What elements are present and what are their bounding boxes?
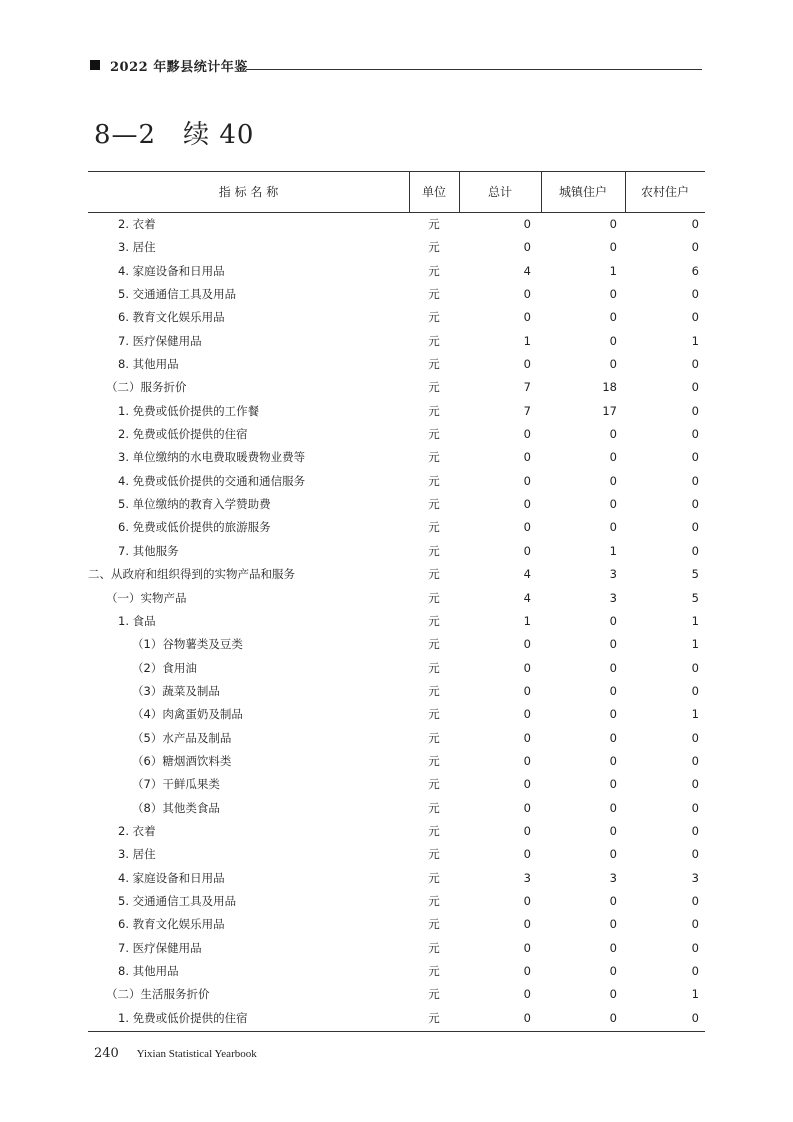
row-urban: 0: [609, 777, 617, 792]
page-footer: [94, 1046, 257, 1061]
row-unit: 元: [428, 777, 440, 792]
row-rural: 0: [691, 847, 699, 862]
row-rural: 0: [691, 964, 699, 978]
row-unit: 元: [428, 823, 440, 838]
row-urban: 0: [609, 917, 617, 932]
row-name: 3. 居住: [118, 240, 156, 255]
row-total: 0: [523, 497, 531, 512]
row-urban: 0: [609, 893, 617, 908]
table-row: [88, 213, 705, 236]
row-total: 0: [523, 660, 531, 675]
row-name: 2. 免费或低价提供的住宿: [118, 427, 248, 442]
row-total: 0: [523, 753, 531, 768]
row-rural: 6: [691, 263, 699, 278]
row-unit: 元: [428, 497, 440, 512]
row-rural: 0: [691, 403, 699, 418]
row-total: 0: [523, 240, 531, 255]
row-unit: 元: [428, 287, 440, 302]
row-total: 0: [523, 683, 531, 698]
row-rural: 0: [691, 753, 699, 768]
row-name: 6. 免费或低价提供的旅游服务: [118, 520, 271, 535]
row-urban: 1: [609, 263, 617, 278]
table-row: [88, 306, 705, 329]
row-rural: 1: [691, 333, 699, 348]
row-total: 0: [523, 1010, 531, 1025]
row-name: 5. 交通通信工具及用品: [118, 287, 237, 302]
row-urban: 0: [609, 310, 617, 325]
table-row: [88, 680, 705, 703]
table-row: [88, 400, 705, 423]
row-name: （4）肉禽蛋奶及制品: [132, 707, 243, 722]
table-header: [88, 171, 705, 213]
table-row: [88, 587, 705, 610]
row-rural: 0: [691, 520, 699, 535]
row-total: 7: [523, 403, 531, 418]
row-name: 3. 居住: [118, 847, 156, 862]
statistics-table: [88, 171, 705, 1032]
row-unit: 元: [428, 310, 440, 325]
row-unit: 元: [428, 333, 440, 348]
row-rural: 0: [691, 543, 699, 558]
row-name: 1. 免费或低价提供的工作餐: [118, 403, 260, 418]
row-urban: 0: [609, 497, 617, 512]
row-unit: 元: [428, 543, 440, 558]
row-name: （5）水产品及制品: [132, 730, 232, 745]
row-urban: 3: [609, 870, 617, 885]
row-urban: 18: [602, 380, 617, 395]
row-total: 4: [523, 590, 531, 605]
row-rural: 0: [691, 357, 699, 372]
row-name: 1. 食品: [118, 613, 156, 628]
row-name: （6）糖烟酒饮料类: [132, 753, 232, 768]
row-urban: 0: [609, 707, 617, 722]
table-row: [88, 890, 705, 913]
row-total: 0: [523, 940, 531, 955]
row-unit: 元: [428, 520, 440, 535]
row-name: 4. 家庭设备和日用品: [118, 263, 225, 278]
row-unit: 元: [428, 613, 440, 628]
row-total: 0: [523, 777, 531, 792]
table-row: [88, 423, 705, 446]
table-row: [88, 937, 705, 960]
book-title: Yixian Statistical Yearbook: [136, 1048, 257, 1060]
row-total: 0: [523, 893, 531, 908]
header-title: 2022 年黟县统计年鉴: [110, 60, 248, 75]
row-total: 0: [523, 800, 531, 815]
row-rural: 0: [691, 917, 699, 932]
row-rural: 0: [691, 287, 699, 302]
row-unit: 元: [428, 660, 440, 675]
row-rural: 0: [691, 823, 699, 838]
row-urban: 0: [609, 473, 617, 488]
table-row: [88, 913, 705, 936]
row-unit: 元: [428, 567, 440, 582]
row-name: 8. 其他用品: [118, 357, 179, 372]
row-unit: 元: [428, 427, 440, 442]
header-square-icon: [90, 60, 100, 70]
row-urban: 0: [609, 240, 617, 255]
row-name: 1. 免费或低价提供的住宿: [118, 1010, 248, 1025]
table-row: [88, 703, 705, 726]
row-total: 0: [523, 637, 531, 652]
row-unit: 元: [428, 847, 440, 862]
row-unit: 元: [428, 637, 440, 652]
row-name: （二）生活服务折价: [106, 987, 210, 1002]
row-unit: 元: [428, 800, 440, 815]
row-total: 4: [523, 567, 531, 582]
table-row: [88, 727, 705, 750]
row-total: 0: [523, 450, 531, 465]
table-row: [88, 330, 705, 353]
table-row: [88, 750, 705, 773]
row-urban: 17: [602, 403, 617, 418]
row-total: 0: [523, 964, 531, 978]
row-urban: 0: [609, 823, 617, 838]
row-unit: 元: [428, 917, 440, 932]
row-unit: 元: [428, 240, 440, 255]
table-row: [88, 260, 705, 283]
row-name: 5. 单位缴纳的教育入学赞助费: [118, 497, 271, 512]
row-name: （1）谷物薯类及豆类: [132, 637, 243, 652]
table-row: [88, 376, 705, 399]
row-total: 0: [523, 847, 531, 862]
row-urban: 0: [609, 333, 617, 348]
row-name: 4. 家庭设备和日用品: [118, 870, 225, 885]
table-row: [88, 236, 705, 259]
row-urban: 1: [609, 543, 617, 558]
table-row: [88, 960, 705, 983]
table-row: [88, 470, 705, 493]
row-name: （7）干鲜瓜果类: [132, 777, 220, 792]
row-urban: 0: [609, 800, 617, 815]
row-unit: 元: [428, 263, 440, 278]
table-row: [88, 446, 705, 469]
row-total: 4: [523, 263, 531, 278]
row-rural: 0: [691, 310, 699, 325]
row-rural: 0: [691, 240, 699, 255]
row-total: 1: [523, 333, 531, 348]
row-rural: 0: [691, 777, 699, 792]
row-total: 0: [523, 287, 531, 302]
table-row: [88, 516, 705, 539]
table-title: 8—2 续 40: [94, 120, 255, 150]
row-unit: 元: [428, 964, 440, 978]
row-urban: 0: [609, 987, 617, 1002]
row-total: 0: [523, 217, 531, 231]
row-rural: 0: [691, 380, 699, 395]
row-name: 5. 交通通信工具及用品: [118, 893, 237, 908]
row-rural: 0: [691, 893, 699, 908]
row-total: 0: [523, 707, 531, 722]
table-row: [88, 563, 705, 586]
row-unit: 元: [428, 753, 440, 768]
table-row: [88, 1007, 705, 1030]
row-rural: 0: [691, 800, 699, 815]
row-total: 0: [523, 310, 531, 325]
row-unit: 元: [428, 590, 440, 605]
row-rural: 1: [691, 613, 699, 628]
row-total: 1: [523, 613, 531, 628]
row-urban: 0: [609, 613, 617, 628]
row-total: 0: [523, 357, 531, 372]
table-body: [88, 213, 705, 1032]
row-rural: 0: [691, 473, 699, 488]
row-name: （3）蔬菜及制品: [132, 683, 220, 698]
row-unit: 元: [428, 987, 440, 1002]
row-unit: 元: [428, 450, 440, 465]
row-urban: 0: [609, 1010, 617, 1025]
row-urban: 0: [609, 450, 617, 465]
column-header-unit: 单位: [421, 185, 446, 199]
row-urban: 0: [609, 753, 617, 768]
row-rural: 0: [691, 427, 699, 442]
row-rural: 0: [691, 217, 699, 231]
row-total: 0: [523, 987, 531, 1002]
row-unit: 元: [428, 707, 440, 722]
row-rural: 0: [691, 1010, 699, 1025]
row-unit: 元: [428, 730, 440, 745]
row-name: 4. 免费或低价提供的交通和通信服务: [118, 473, 306, 488]
row-rural: 1: [691, 637, 699, 652]
row-urban: 0: [609, 217, 617, 231]
row-urban: 3: [609, 590, 617, 605]
row-urban: 0: [609, 427, 617, 442]
row-name: （二）服务折价: [106, 380, 187, 395]
row-total: 3: [523, 870, 531, 885]
row-rural: 0: [691, 940, 699, 955]
column-header-rural: 农村住户: [640, 185, 689, 199]
row-name: 2. 衣着: [118, 217, 156, 231]
table-row: [88, 820, 705, 843]
row-name: 3. 单位缴纳的水电费取暖费物业费等: [118, 450, 306, 465]
row-name: 7. 医疗保健用品: [118, 333, 202, 348]
row-urban: 0: [609, 660, 617, 675]
row-total: 0: [523, 520, 531, 535]
table-row: [88, 867, 705, 890]
table-row: [88, 657, 705, 680]
row-rural: 0: [691, 497, 699, 512]
row-name: 6. 教育文化娱乐用品: [118, 917, 225, 932]
row-urban: 0: [609, 940, 617, 955]
row-urban: 0: [609, 357, 617, 372]
row-unit: 元: [428, 940, 440, 955]
row-urban: 0: [609, 847, 617, 862]
column-header-total: 总计: [487, 185, 512, 199]
row-total: 0: [523, 473, 531, 488]
row-name: 2. 衣着: [118, 823, 156, 838]
row-urban: 0: [609, 520, 617, 535]
row-name: （一）实物产品: [106, 590, 187, 605]
row-total: 0: [523, 823, 531, 838]
header-rule: [246, 69, 702, 70]
table-row: [88, 283, 705, 306]
row-urban: 0: [609, 287, 617, 302]
row-unit: 元: [428, 357, 440, 372]
row-total: 0: [523, 730, 531, 745]
row-name: （8）其他类食品: [132, 800, 220, 815]
row-unit: 元: [428, 217, 440, 231]
row-rural: 5: [691, 590, 699, 605]
column-header-name: 指 标 名 称: [218, 185, 279, 199]
table-row: [88, 610, 705, 633]
row-name: 7. 其他服务: [118, 543, 179, 558]
row-name: 6. 教育文化娱乐用品: [118, 310, 225, 325]
row-rural: 1: [691, 987, 699, 1002]
row-total: 0: [523, 917, 531, 932]
row-rural: 3: [691, 870, 699, 885]
page-number: 240: [94, 1046, 119, 1061]
row-urban: 0: [609, 730, 617, 745]
row-name: 7. 医疗保健用品: [118, 940, 202, 955]
table-row: [88, 797, 705, 820]
table-row: [88, 843, 705, 866]
column-header-urban: 城镇住户: [558, 185, 607, 199]
row-total: 0: [523, 543, 531, 558]
table-row: [88, 353, 705, 376]
row-unit: 元: [428, 473, 440, 488]
row-total: 0: [523, 427, 531, 442]
row-name: 二、从政府和组织得到的实物产品和服务: [88, 567, 295, 582]
table-row: [88, 540, 705, 563]
row-rural: 1: [691, 707, 699, 722]
table-row: [88, 773, 705, 796]
row-unit: 元: [428, 403, 440, 418]
row-rural: 5: [691, 567, 699, 582]
row-name: （2）食用油: [132, 660, 197, 675]
row-unit: 元: [428, 380, 440, 395]
row-urban: 3: [609, 567, 617, 582]
row-unit: 元: [428, 893, 440, 908]
row-urban: 0: [609, 637, 617, 652]
row-urban: 0: [609, 683, 617, 698]
row-unit: 元: [428, 1010, 440, 1025]
row-rural: 0: [691, 660, 699, 675]
row-unit: 元: [428, 683, 440, 698]
row-total: 7: [523, 380, 531, 395]
row-rural: 0: [691, 730, 699, 745]
row-rural: 0: [691, 683, 699, 698]
table-row: [88, 983, 705, 1006]
row-unit: 元: [428, 870, 440, 885]
table-row: [88, 633, 705, 656]
row-urban: 0: [609, 964, 617, 978]
row-name: 8. 其他用品: [118, 964, 179, 978]
row-rural: 0: [691, 450, 699, 465]
table-row: [88, 493, 705, 516]
running-header: [90, 56, 702, 76]
